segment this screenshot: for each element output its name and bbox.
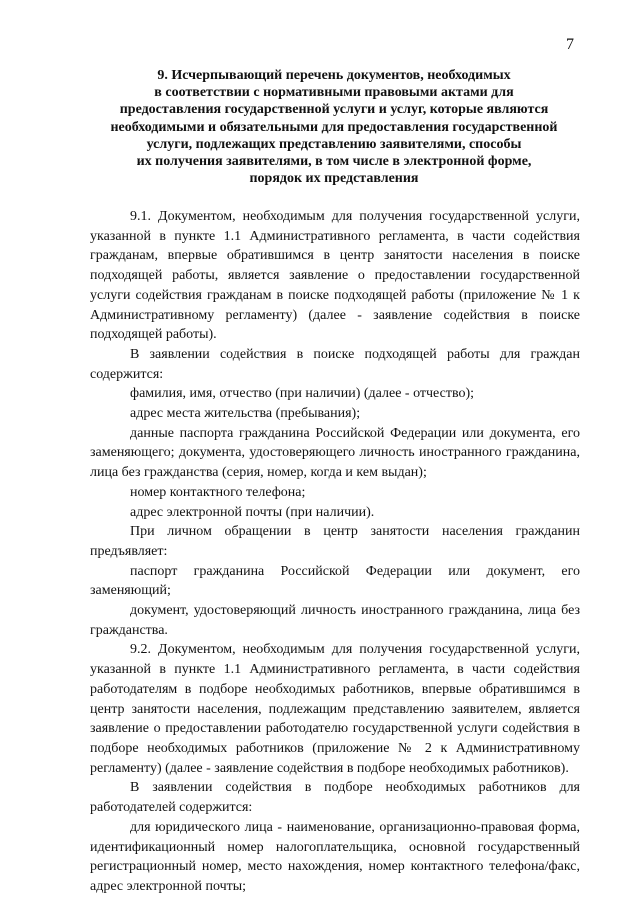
heading-line: в соответствии с нормативными правовыми актами для xyxy=(154,85,514,101)
heading-line: порядок их представления xyxy=(249,171,419,187)
paragraph: В заявлении содействия в подборе необходимых работников для работодателей содержится: xyxy=(90,780,580,816)
heading-line: необходимыми и обязательными для предоставления государственной xyxy=(110,119,558,135)
list-item: номер контактного телефона; xyxy=(130,484,306,500)
heading-line: их получения заявителями, в том числе в электронной форме, xyxy=(136,154,532,170)
list-item: для юридического лица - наименование, организационно-правовая форма, идентификационный номер налогоплательщика, основной государственный регистрационный номер, место нахождения, номер контактного телефона/факс, адрес электронной почты; xyxy=(90,819,580,894)
list-item: фамилия, имя, отчество (при наличии) (далее - отчество); xyxy=(130,386,475,402)
document-body xyxy=(90,207,580,897)
section-heading xyxy=(80,67,588,187)
paragraph-9-2: 9.2. Документом, необходимым для получения государственной услуги, указанной в пункте 1.1 Административного регламента, в части содействия работодателям в подборе необходимых работников, впервые обратившимся в центр занятости населения, подлежащим представлению заявителем, является заявление о предоставлении работодателю государственной услуги содействия в подборе необходимых работников (приложение № 2 к Административному регламенту) (далее - заявление содействия в подборе необходимых работников). xyxy=(90,642,580,776)
list-item: адрес электронной почты (при наличии). xyxy=(130,504,375,520)
heading-line: предоставления государственной услуги и услуг, которые являются xyxy=(119,102,549,118)
list-item: адрес места жительства (пребывания); xyxy=(130,406,361,422)
heading-line: 9. Исчерпывающий перечень документов, необходимых xyxy=(157,68,511,83)
heading-line: услуги, подлежащих представлению заявителями, способы xyxy=(146,136,522,152)
list-item: данные паспорта гражданина Российской Федерации или документа, его заменяющего; документа, удостоверяющего личность иностранного гражданина, лица без гражданства (серия, номер, когда и кем выдан); xyxy=(90,425,580,481)
list-item: паспорт гражданина Российской Федерации или документ, его заменяющий; xyxy=(90,563,580,599)
list-item: документ, удостоверяющий личность иностранного гражданина, лица без гражданства. xyxy=(90,603,580,638)
paragraph-9-1: 9.1. Документом, необходимым для получения государственной услуги, указанной в пункте 1.1 Административного регламента, в части содействия гражданам, впервые обратившимся в центр занятости населения в поиске подходящей работы, является заявление о предоставлении государственной услуги содействия гражданам в поиске подходящей работы (приложение № 1 к Административному регламенту) (далее - заявление содействия в поиске подходящей работы). xyxy=(90,209,580,343)
paragraph: В заявлении содействия в поиске подходящей работы для граждан содержится: xyxy=(90,346,580,382)
paragraph: При личном обращении в центр занятости населения гражданин предъявляет: xyxy=(90,524,580,559)
page-number: 7 xyxy=(566,36,574,53)
